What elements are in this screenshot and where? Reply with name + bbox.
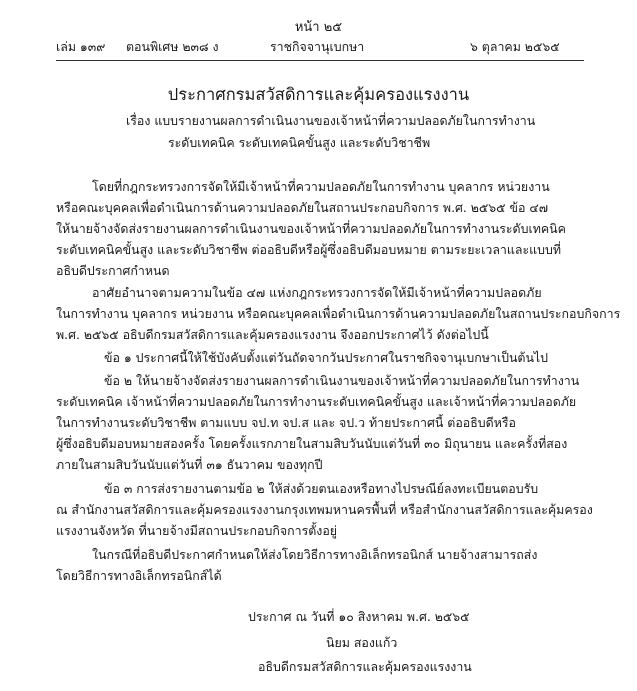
body-line: ให้นายจ้างจัดส่งรายงานผลการดำเนินงานของเจ้าหน้าที่ความปลอดภัยในการทำงานระดับเทคนิค: [56, 221, 566, 236]
body-line: ในการทำงานระดับวิชาชีพ ตามแบบ จป.ท จป.ส และ จป.ว ท้ายประกาศนี้ ต่ออธิบดีหรือ: [56, 415, 516, 430]
signatory-name: นิยม สองแก้ว: [326, 635, 398, 650]
body-line: โดยวิธีการทางอิเล็กทรอนิกส์ได้: [56, 568, 222, 583]
announcement-date: ประกาศ ณ วันที่ ๑๐ สิงหาคม พ.ศ. ๒๕๖๕: [248, 609, 470, 624]
body-line: ผู้ซึ่งอธิบดีมอบหมายสองครั้ง โดยครั้งแรกภายในสามสิบวันนับแต่วันที่ ๓๐ มิถุนายน และครั้งที่สอง: [56, 436, 568, 451]
body-line: แรงงานจังหวัด ที่นายจ้างมีสถานประกอบกิจการตั้งอยู่: [56, 523, 338, 538]
document-title: ประกาศกรมสวัสดิการและคุ้มครองแรงงาน: [167, 85, 470, 104]
body-line: อธิบดีประกาศกำหนด: [56, 263, 170, 278]
body-line: หรือคณะบุคคลเพื่อดำเนินการด้านความปลอดภัยในสถานประกอบกิจการ พ.ศ. ๒๕๖๕ ข้อ ๔๗: [56, 200, 549, 215]
gazette-name: ราชกิจจานุเบกษา: [270, 39, 365, 54]
subject-line-2: ระดับเทคนิค ระดับเทคนิคขั้นสูง และระดับวิชาชีพ: [168, 135, 431, 150]
body-line: อาศัยอำนาจตามความในข้อ ๔๗ แห่งกฎกระทรวงการจัดให้มีเจ้าหน้าที่ความปลอดภัย: [92, 285, 542, 300]
body-line: ภายในสามสิบวันนับแต่วันที่ ๓๑ ธันวาคม ของทุกปี: [56, 457, 323, 472]
body-line: โดยที่กฎกระทรวงการจัดให้มีเจ้าหน้าที่ความปลอดภัยในการทำงาน บุคลากร หน่วยงาน: [92, 179, 550, 194]
body-line: ระดับเทคนิค เจ้าหน้าที่ความปลอดภัยในการทำงานระดับเทคนิคขั้นสูง และเจ้าหน้าที่ความปลอดภัย: [56, 394, 577, 409]
clause-2: ข้อ ๒ ให้นายจ้างจัดส่งรายงานผลการดำเนินงานของเจ้าหน้าที่ความปลอดภัยในการทำงาน: [104, 373, 580, 388]
clause-3: ข้อ ๓ การส่งรายงานตามข้อ ๒ ให้ส่งด้วยตนเองหรือทางไปรษณีย์ลงทะเบียนตอบรับ: [104, 481, 539, 496]
section-label: ตอนพิเศษ ๒๓๘ ง: [126, 39, 219, 54]
page-number: หน้า ๒๕: [294, 20, 343, 35]
body-line: พ.ศ. ๒๕๖๕ อธิบดีกรมสวัสดิการและคุ้มครองแรงงาน จึงออกประกาศไว้ ดังต่อไปนี้: [56, 327, 489, 342]
volume-label: เล่ม ๑๓๙: [56, 39, 106, 54]
body-line: ระดับเทคนิคขั้นสูง และระดับวิชาชีพ ต่ออธิบดีหรือผู้ซึ่งอธิบดีมอบหมาย ตามระยะเวลาและแบบที่: [56, 242, 561, 257]
body-line: ณ สำนักงานสวัสดิการและคุ้มครองแรงงานกรุงเทพมหานครพื้นที่ หรือสำนักงานสวัสดิการและคุ้มครอง: [56, 502, 593, 517]
clause-1: ข้อ ๑ ประกาศนี้ให้ใช้บังคับตั้งแต่วันถัดจากวันประกาศในราชกิจจานุเบกษาเป็นต้นไป: [104, 350, 549, 365]
signatory-position: อธิบดีกรมสวัสดิการและคุ้มครองแรงงาน: [258, 659, 472, 674]
body-line: ในการทำงาน บุคลากร หน่วยงาน หรือคณะบุคคลเพื่อดำเนินการด้านความปลอดภัยในสถานประกอบกิจการ: [56, 306, 621, 321]
issue-date: ๖ ตุลาคม ๒๕๖๕: [470, 39, 560, 54]
body-line: ในกรณีที่อธิบดีประกาศกำหนดให้ส่งโดยวิธีการทางอิเล็กทรอนิกส์ นายจ้างสามารถส่ง: [92, 547, 538, 562]
subject-line-1: เรื่อง แบบรายงานผลการดำเนินงานของเจ้าหน้าที่ความปลอดภัยในการทำงาน: [126, 113, 536, 128]
header-divider: [56, 60, 584, 61]
